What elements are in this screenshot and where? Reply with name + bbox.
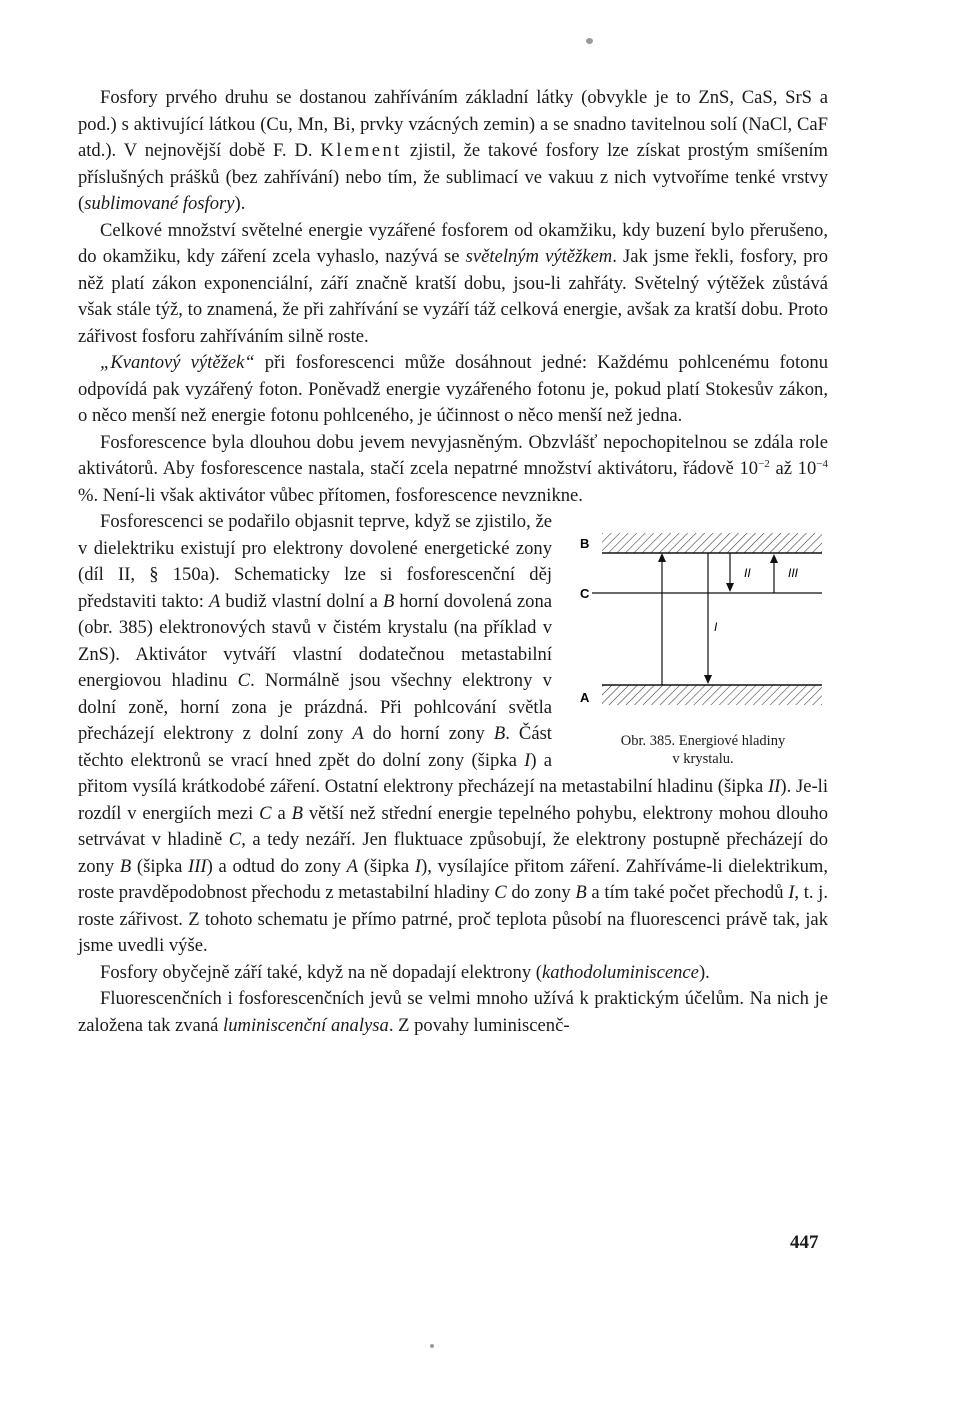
symbol: C [494,882,507,903]
symbol: B [382,590,395,612]
text-run: ). [234,193,246,214]
text-run: do horní zony [363,723,494,744]
text-run: ). [698,961,710,983]
ink-speck [586,38,593,44]
symbol: II [767,776,781,797]
text-run: Fluorescenčních i fosforescenčních jevů se velmi mnoho užívá k praktickým účelům. Na nich je založena tak zvaná [78,988,828,1036]
text-run: Fosforescenci se podařilo objasnit teprve, když se zjistilo, že v dielektriku existují pro elektrony dovolené energetické zony (díl II, § 150a). Schematicky lze si fosforescenční děj představiti takto: [78,511,552,612]
term-italic: luminiscenční analysa [223,1014,389,1036]
text-run: . Jak jsme řekli, fosfory, pro něž platí zákon exponenciální, září značně kratší dobu, jsou-li zahřáty. Světelný výtěžek zůstává však stále týž, to znamená, že při zahřívání se vyzáří táž celková energie, avšak za kratší dobu. Proto zářivost fosforu zahříváním silně roste. [78,246,828,347]
zone-b-band [602,533,822,553]
arrow-excitation [658,553,666,685]
zone-a-band [602,685,822,705]
text-run: Celkové množství světelné energie vyzářené fosforem od okamžiku, kdy buzení bylo přerušeno, do okamžiku, kdy záření zcela vyhaslo, nazývá se [78,219,828,267]
caption-line-1: Obr. 385. Energiové hladiny [620,733,786,749]
text-run: Fosfory prvého druhu se dostanou zahříváním základní látky (obvykle je to ZnS, CaS, SrS a pod.) s aktivující látkou (Cu, Mn, Bi, prvky vzácných zemin) a se snadno tavitelnou solí (NaCl, CaF atd.). V nejnovější době F. D. [78,87,828,161]
symbol: C [228,829,242,850]
author-name: Klement [320,140,402,161]
text-run: do zony [506,882,576,903]
text-run: při fosforescenci může dosáhnout jedné: Každému pohlcenému fotonu odpovídá pak vyzářený foton. Poněvadž energie vyzářeného fotonu je, pokud platí Stokesův zákon, o něco menší než energie fotonu pohlceného, je účinnost o něco menší než jedna. [78,352,829,426]
text-run: až 10 [769,458,817,479]
symbol: I [524,749,531,771]
arrow-ii [726,553,734,592]
page-body [78,85,828,1039]
text-run: horní dovolená zona (obr. 385) elektronových stavů v čistém krystalu (na příklad v ZnS). Aktivátor vytváří vlastní dodatečnou metastabilní energiovou hladinu [78,590,553,691]
symbol: B [493,723,506,744]
text-run: ), vysílajíce přitom záření. Zahříváme-li dielektrikum, roste pravděpodobnost přechodu z metastabilní hladiny [78,855,828,903]
figure-385 [578,515,828,768]
term-italic: kathodoluminiscence [541,961,699,983]
paragraph-2 [78,218,828,351]
figure-caption [578,732,828,768]
symbol: I [414,855,422,877]
paragraph-3 [78,350,828,430]
term-italic: sublimované fosfory [84,193,235,214]
symbol: B [291,802,303,824]
text-run: ) a odtud do zony [206,855,347,877]
paragraph-6 [78,960,828,987]
text-run: zjistil, že takové fosfory lze získat prostým smíšením příslušných prášků (bez zahřívání) nebo tím, že sublimací ve vakuu z nich vytvoříme tenké vrstvy ( [78,140,828,214]
symbol: C [259,802,272,824]
term-italic: „Kvantový výtěžek“ [100,352,255,373]
text-run: ). Je-li rozdíl v energiích mezi [78,776,828,824]
text-run: a tím také počet přechodů [586,882,789,903]
label-c: C [580,586,590,601]
symbol: I [788,882,795,903]
text-run: a [271,802,292,824]
text-run: ) a přitom vysílá krátkodobé záření. Ostatní elektrony přecházejí na metastabilní hladinu (šipka [78,749,768,797]
paragraph-7 [78,986,828,1039]
exponent: −2 [758,457,770,470]
symbol: III [188,855,207,877]
text-run: , a tedy nezáří. Jen fluktuace způsobují, že elektrony postupně přecházejí do zony [78,829,828,877]
caption-line-2: v krystalu. [672,751,734,767]
paragraph-1 [78,85,828,218]
text-run: budiž vlastní dolní a [220,590,383,612]
arrow-i [704,553,712,684]
term-italic: světelným výtěžkem [465,246,613,267]
text-run: %. Není-li však aktivátor vůbec přítomen, fosforescence nevznikne. [78,484,583,506]
text-run: Fosforescence byla dlouhou dobu jevem nevyjasněným. Obzvlášť nepochopitelnou se zdála role aktivátorů. Aby fosforescence nastala, stačí zcela nepatrné množství aktivátoru, řádově 10 [78,431,828,479]
paragraph-4 [78,430,828,510]
symbol: B [575,882,587,903]
label-arrow-iii: III [788,566,799,580]
label-arrow-i: I [714,620,718,634]
text-run: . Část těchto elektronů se vrací hned zpět do dolní zony (šipka [78,723,552,771]
label-a: A [580,690,590,705]
symbol: C [237,670,251,691]
text-run: . Z povahy luminiscenč- [388,1014,570,1036]
symbol: B [119,855,132,877]
text-run: . Normálně jsou všechny elektrony v dolní zoně, horní zona je prázdná. Při pohlcování světla přecházejí elektrony z dolní zony [78,670,552,744]
text-run: větší než střední energie tepelného pohybu, elektrony mohou dlouho setrvávat v hladině [78,802,828,850]
symbol: A [208,590,221,612]
energy-level-diagram [578,515,828,730]
text-run: (šipka [358,855,415,877]
symbol: A [352,723,364,744]
text-run: Fosfory obyčejně září také, když na ně dopadají elektrony ( [100,961,542,983]
label-arrow-ii: II [744,566,751,580]
text-run: (šipka [131,855,189,877]
text-run: , t. j. roste zářivost. Z tohoto schematu je přímo patrné, proč teplota působí na fluorescenci právě tak, jak jsme uvedli výše. [78,882,828,956]
ink-speck [430,1344,434,1348]
page-number: 447 [790,1232,819,1253]
arrow-iii [770,554,778,593]
label-b: B [580,536,590,551]
exponent: −4 [816,457,828,470]
symbol: A [346,855,359,877]
